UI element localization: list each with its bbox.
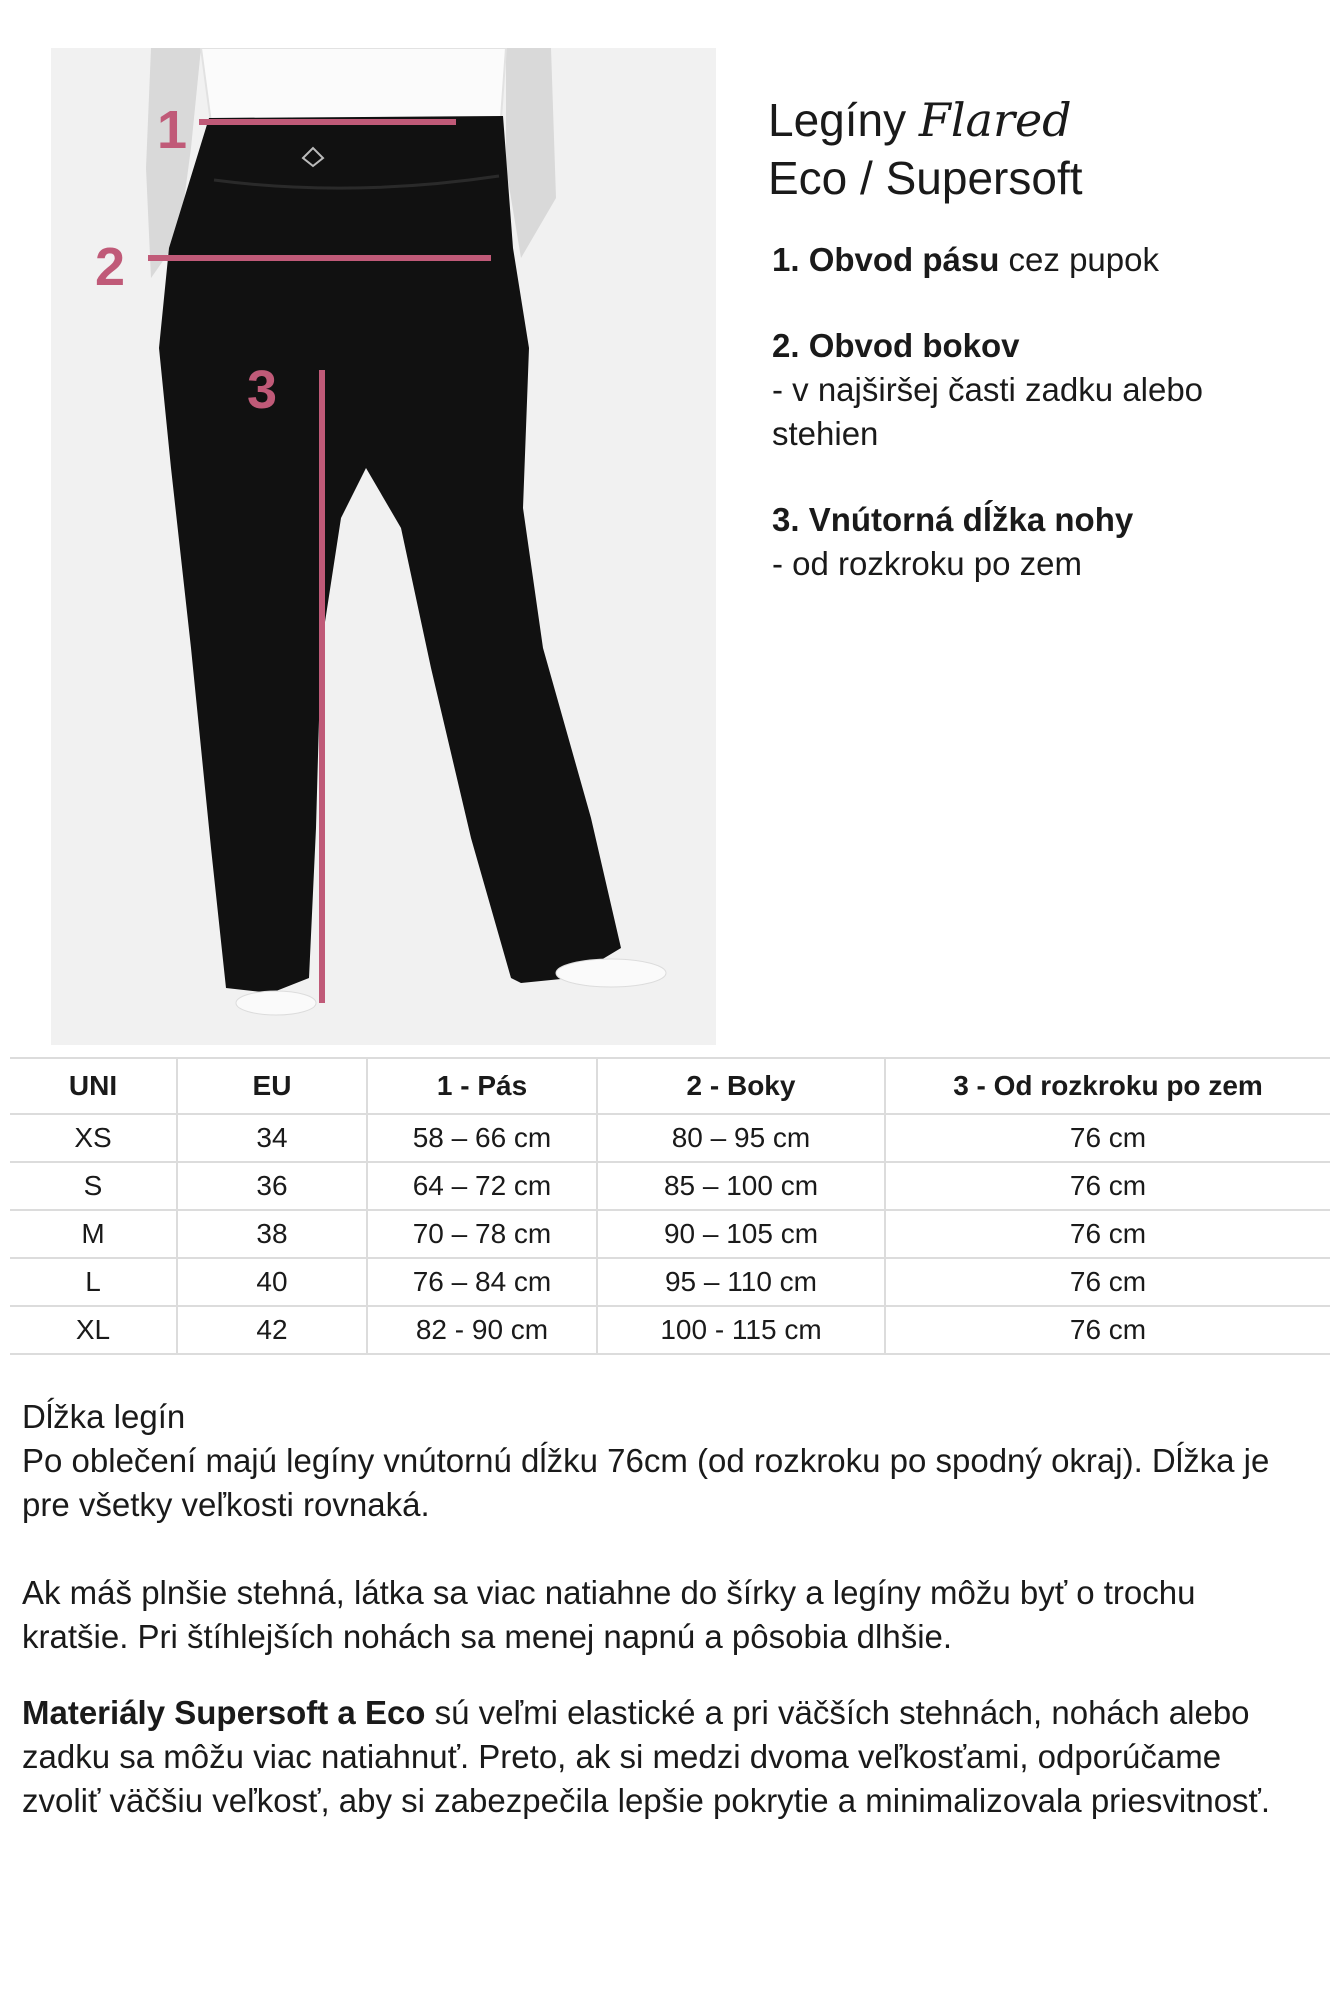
table-cell: 76 – 84 cm bbox=[367, 1258, 597, 1306]
table-cell: 64 – 72 cm bbox=[367, 1162, 597, 1210]
table-header-row bbox=[10, 1058, 1330, 1114]
table-cell: 40 bbox=[177, 1258, 367, 1306]
table-row bbox=[10, 1210, 1330, 1258]
length-text: Po oblečení majú legíny vnútornú dĺžku 76cm (od rozkroku po spodný okraj). Dĺžka je pre všetky veľkosti rovnaká. bbox=[22, 1442, 1270, 1523]
header-cell: 3 - Od rozkroku po zem bbox=[885, 1058, 1330, 1114]
table-cell: M bbox=[10, 1210, 177, 1258]
material-paragraph bbox=[22, 1691, 1302, 1823]
thighs-text: Ak máš plnšie stehná, látka sa viac natiahne do šírky a legíny môžu byť o trochu kratšie. Pri štíhlejších nohách sa menej napnú a pôsobia dlhšie. bbox=[22, 1574, 1196, 1655]
table-cell: 76 cm bbox=[885, 1162, 1330, 1210]
table-cell: 76 cm bbox=[885, 1114, 1330, 1162]
table-cell: 34 bbox=[177, 1114, 367, 1162]
marker-2: 2 bbox=[95, 237, 126, 297]
marker-3: 3 bbox=[247, 360, 278, 420]
table-cell: 76 cm bbox=[885, 1306, 1330, 1354]
table-row bbox=[10, 1162, 1330, 1210]
table-cell: 58 – 66 cm bbox=[367, 1114, 597, 1162]
header-cell: EU bbox=[177, 1058, 367, 1114]
table-cell: 76 cm bbox=[885, 1258, 1330, 1306]
table-cell: 82 - 90 cm bbox=[367, 1306, 597, 1354]
table-cell: XL bbox=[10, 1306, 177, 1354]
table-cell: 100 - 115 cm bbox=[597, 1306, 885, 1354]
product-photo bbox=[51, 48, 716, 1045]
table-cell: 95 – 110 cm bbox=[597, 1258, 885, 1306]
measurement-hips bbox=[772, 324, 1292, 456]
notes-section bbox=[22, 1395, 1302, 1823]
table-row bbox=[10, 1258, 1330, 1306]
length-title: Dĺžka legín bbox=[22, 1398, 186, 1435]
material-bold: Materiály Supersoft a Eco bbox=[22, 1694, 426, 1731]
measurement-title: 2. Obvod bokov bbox=[772, 327, 1020, 364]
product-subtitle: Eco / Supersoft bbox=[768, 152, 1083, 204]
measurement-text: - od rozkroku po zem bbox=[772, 545, 1082, 582]
table-cell: 76 cm bbox=[885, 1210, 1330, 1258]
measurement-title: 3. Vnútorná dĺžka nohy bbox=[772, 501, 1134, 538]
leggings-illustration bbox=[51, 48, 716, 1045]
product-title bbox=[768, 92, 1072, 148]
table-cell: 42 bbox=[177, 1306, 367, 1354]
header-cell: 2 - Boky bbox=[597, 1058, 885, 1114]
table-cell: 85 – 100 cm bbox=[597, 1162, 885, 1210]
title-italic: Flared bbox=[918, 93, 1072, 147]
header-cell: UNI bbox=[10, 1058, 177, 1114]
table-cell: 36 bbox=[177, 1162, 367, 1210]
table-cell: XS bbox=[10, 1114, 177, 1162]
table-cell: 80 – 95 cm bbox=[597, 1114, 885, 1162]
table-row bbox=[10, 1114, 1330, 1162]
table-cell: 38 bbox=[177, 1210, 367, 1258]
marker-1: 1 bbox=[157, 100, 188, 160]
table-row bbox=[10, 1306, 1330, 1354]
material-text: sú veľmi elastické a pri väčších stehnách, nohách alebo zadku sa môžu viac natiahnuť. Preto, ak si medzi dvoma veľkosťami, odporúčame zvoliť väčšiu veľkosť, aby si zabezpečila lepšie pokrytie a minimalizovala priesvitnosť. bbox=[22, 1694, 1271, 1819]
title-regular: Legíny bbox=[768, 94, 907, 146]
header-cell: 1 - Pás bbox=[367, 1058, 597, 1114]
table-cell: S bbox=[10, 1162, 177, 1210]
size-table bbox=[10, 1057, 1330, 1355]
measurement-text: - v najširšej časti zadku alebo stehien bbox=[772, 371, 1204, 452]
table-cell: 90 – 105 cm bbox=[597, 1210, 885, 1258]
measurement-title: 1. Obvod pásu bbox=[772, 241, 1000, 278]
measurement-text: cez pupok bbox=[999, 241, 1159, 278]
measurement-inseam bbox=[772, 498, 1292, 586]
table-cell: 70 – 78 cm bbox=[367, 1210, 597, 1258]
table-cell: L bbox=[10, 1258, 177, 1306]
measurement-waist bbox=[772, 238, 1292, 282]
